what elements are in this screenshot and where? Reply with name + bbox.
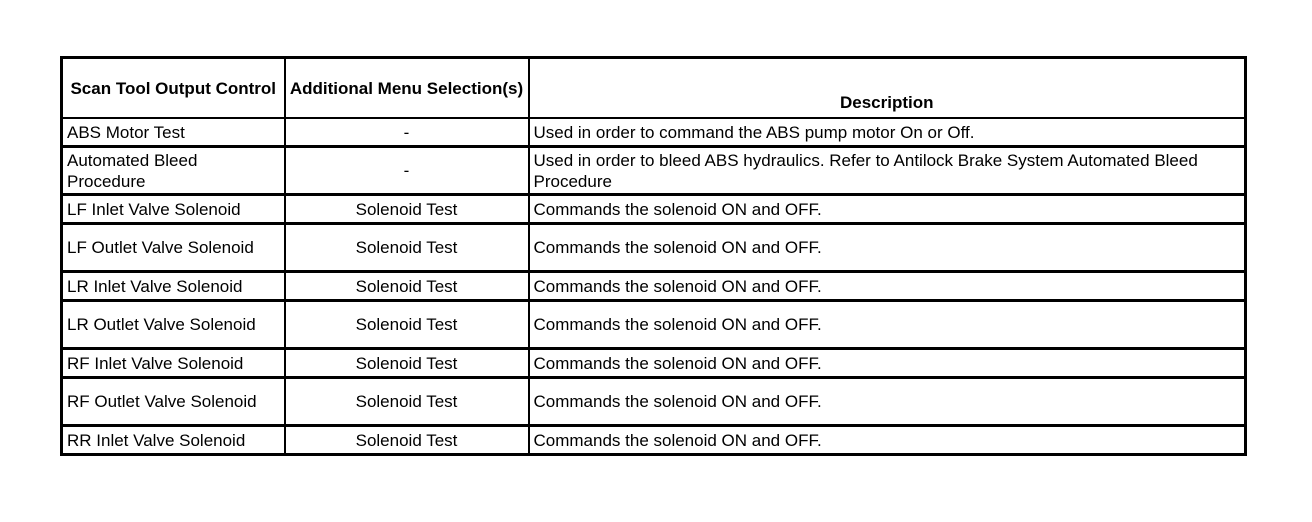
cell-menu-selection: Solenoid Test xyxy=(285,195,529,224)
cell-control: LF Inlet Valve Solenoid xyxy=(62,195,285,224)
table-row xyxy=(62,272,1246,301)
cell-control: LR Inlet Valve Solenoid xyxy=(62,272,285,301)
cell-description: Used in order to bleed ABS hydraulics. Refer to Antilock Brake System Automated Bleed Procedure xyxy=(529,147,1246,195)
table-row xyxy=(62,195,1246,224)
output-controls-table xyxy=(60,56,1247,456)
table-row xyxy=(62,301,1246,349)
cell-menu-selection: - xyxy=(285,147,529,195)
cell-control: ABS Motor Test xyxy=(62,118,285,147)
cell-description: Commands the solenoid ON and OFF. xyxy=(529,378,1246,426)
cell-description: Used in order to command the ABS pump motor On or Off. xyxy=(529,118,1246,147)
cell-control: LF Outlet Valve Solenoid xyxy=(62,224,285,272)
table-row xyxy=(62,147,1246,195)
cell-control: RF Inlet Valve Solenoid xyxy=(62,349,285,378)
cell-description: Commands the solenoid ON and OFF. xyxy=(529,301,1246,349)
table-header-row xyxy=(62,58,1246,119)
cell-menu-selection: Solenoid Test xyxy=(285,349,529,378)
cell-menu-selection: Solenoid Test xyxy=(285,301,529,349)
cell-description: Commands the solenoid ON and OFF. xyxy=(529,426,1246,455)
table-row xyxy=(62,426,1246,455)
cell-menu-selection: Solenoid Test xyxy=(285,272,529,301)
cell-menu-selection: - xyxy=(285,118,529,147)
header-additional-menu-selections: Additional Menu Selection(s) xyxy=(285,58,529,119)
table-row xyxy=(62,378,1246,426)
cell-description: Commands the solenoid ON and OFF. xyxy=(529,349,1246,378)
header-scan-tool-output-control: Scan Tool Output Control xyxy=(62,58,285,119)
cell-control: RR Inlet Valve Solenoid xyxy=(62,426,285,455)
cell-description: Commands the solenoid ON and OFF. xyxy=(529,272,1246,301)
header-description: Description xyxy=(529,58,1246,119)
cell-description: Commands the solenoid ON and OFF. xyxy=(529,224,1246,272)
cell-menu-selection: Solenoid Test xyxy=(285,224,529,272)
cell-control: Automated Bleed Procedure xyxy=(62,147,285,195)
cell-control: LR Outlet Valve Solenoid xyxy=(62,301,285,349)
table-row xyxy=(62,224,1246,272)
cell-menu-selection: Solenoid Test xyxy=(285,426,529,455)
cell-menu-selection: Solenoid Test xyxy=(285,378,529,426)
table-row xyxy=(62,118,1246,147)
cell-description: Commands the solenoid ON and OFF. xyxy=(529,195,1246,224)
table-row xyxy=(62,349,1246,378)
cell-control: RF Outlet Valve Solenoid xyxy=(62,378,285,426)
